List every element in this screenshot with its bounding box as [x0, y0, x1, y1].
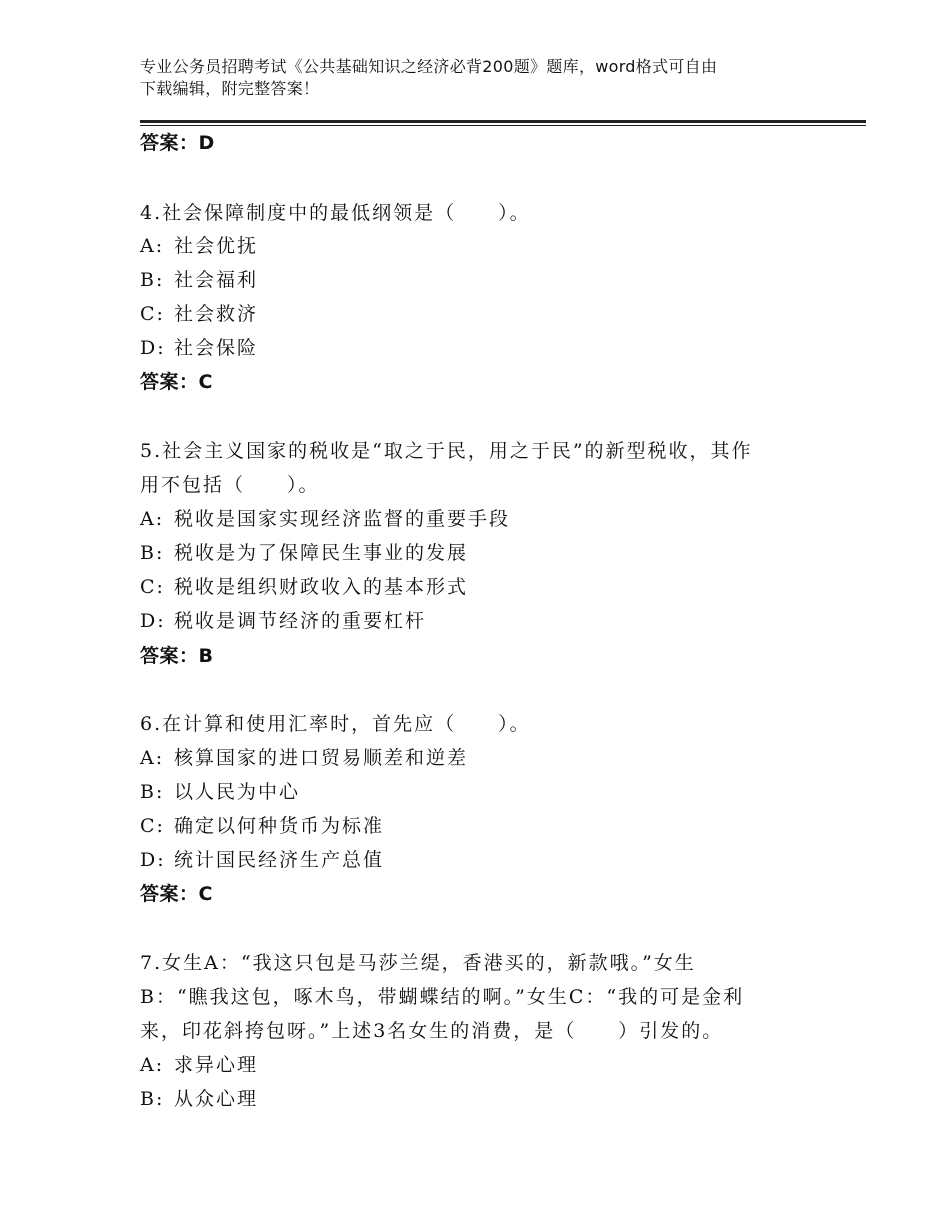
question-4-option-a: [140, 233, 258, 259]
answer-q3: 答案：D: [140, 132, 215, 154]
header-rule-thick: [140, 120, 866, 123]
question-6-option-d: [140, 847, 384, 873]
option-letter: B:: [140, 269, 165, 291]
option-letter: A:: [140, 508, 165, 530]
question-4-option-c: [140, 301, 258, 327]
option-text: 核算国家的进口贸易顺差和逆差: [174, 747, 469, 769]
option-text: 社会救济: [174, 303, 259, 325]
answer-q4: 答案：C: [140, 371, 213, 393]
option-text: 确定以何种货币为标准: [174, 815, 385, 837]
option-text: 社会福利: [174, 269, 259, 291]
option-letter: A:: [140, 235, 165, 257]
option-text: 税收是调节经济的重要杠杆: [174, 610, 427, 632]
question-5-option-c: [140, 574, 468, 600]
answer-q6: 答案：C: [140, 883, 213, 905]
question-6-option-c: [140, 813, 384, 839]
question-7-stem-line-2: B：“瞧我这包，啄木鸟，带蝴蝶结的啊。”女生C：“我的可是金利: [140, 986, 745, 1008]
document-header: [140, 56, 820, 100]
question-6-option-a: [140, 745, 468, 771]
option-text: 税收是为了保障民生事业的发展: [174, 542, 469, 564]
answer-q5: 答案：B: [140, 645, 214, 667]
question-7-stem-line-1: 7.女生A：“我这只包是马莎兰缇，香港买的，新款哦。”女生: [140, 952, 696, 974]
question-6-stem: 6.在计算和使用汇率时，首先应（ ）。: [140, 713, 531, 735]
option-letter: A:: [140, 747, 165, 769]
question-5-option-b: [140, 540, 468, 566]
option-text: 统计国民经济生产总值: [174, 849, 385, 871]
question-4-stem: 4.社会保障制度中的最低纲领是（ ）。: [140, 202, 531, 224]
question-6-option-b: [140, 779, 300, 805]
option-letter: D:: [140, 849, 166, 871]
question-4-option-d: [140, 335, 258, 361]
option-text: 税收是组织财政收入的基本形式: [174, 576, 469, 598]
option-letter: C:: [140, 576, 165, 598]
question-4-option-b: [140, 267, 258, 293]
option-text: 从众心理: [174, 1088, 259, 1110]
option-letter: D:: [140, 610, 166, 632]
question-7-option-b: [140, 1086, 258, 1112]
option-letter: A:: [140, 1054, 165, 1076]
question-5-option-a: [140, 506, 510, 532]
question-5-stem-line-2: 用不包括（ ）。: [140, 474, 320, 496]
header-rule-thin: [140, 125, 866, 126]
option-text: 社会优抚: [174, 235, 259, 257]
question-7-stem-line-3: 来，印花斜挎包呀。”上述3名女生的消费，是（ ）引发的。: [140, 1020, 724, 1042]
option-letter: B:: [140, 781, 165, 803]
option-text: 以人民为中心: [174, 781, 301, 803]
question-5-stem-line-1: 5.社会主义国家的税收是“取之于民，用之于民”的新型税收，其作: [140, 440, 753, 462]
option-letter: C:: [140, 303, 165, 325]
option-letter: B:: [140, 1088, 165, 1110]
option-text: 求异心理: [174, 1054, 259, 1076]
option-text: 社会保险: [174, 337, 259, 359]
option-text: 税收是国家实现经济监督的重要手段: [174, 508, 511, 530]
question-7-option-a: [140, 1052, 258, 1078]
option-letter: C:: [140, 815, 165, 837]
option-letter: B:: [140, 542, 165, 564]
header-line-1: 专业公务员招聘考试《公共基础知识之经济必背200题》题库，word格式可自由: [140, 57, 718, 76]
option-letter: D:: [140, 337, 166, 359]
header-line-2: 下载编辑，附完整答案！: [140, 79, 320, 98]
question-5-option-d: [140, 608, 426, 634]
